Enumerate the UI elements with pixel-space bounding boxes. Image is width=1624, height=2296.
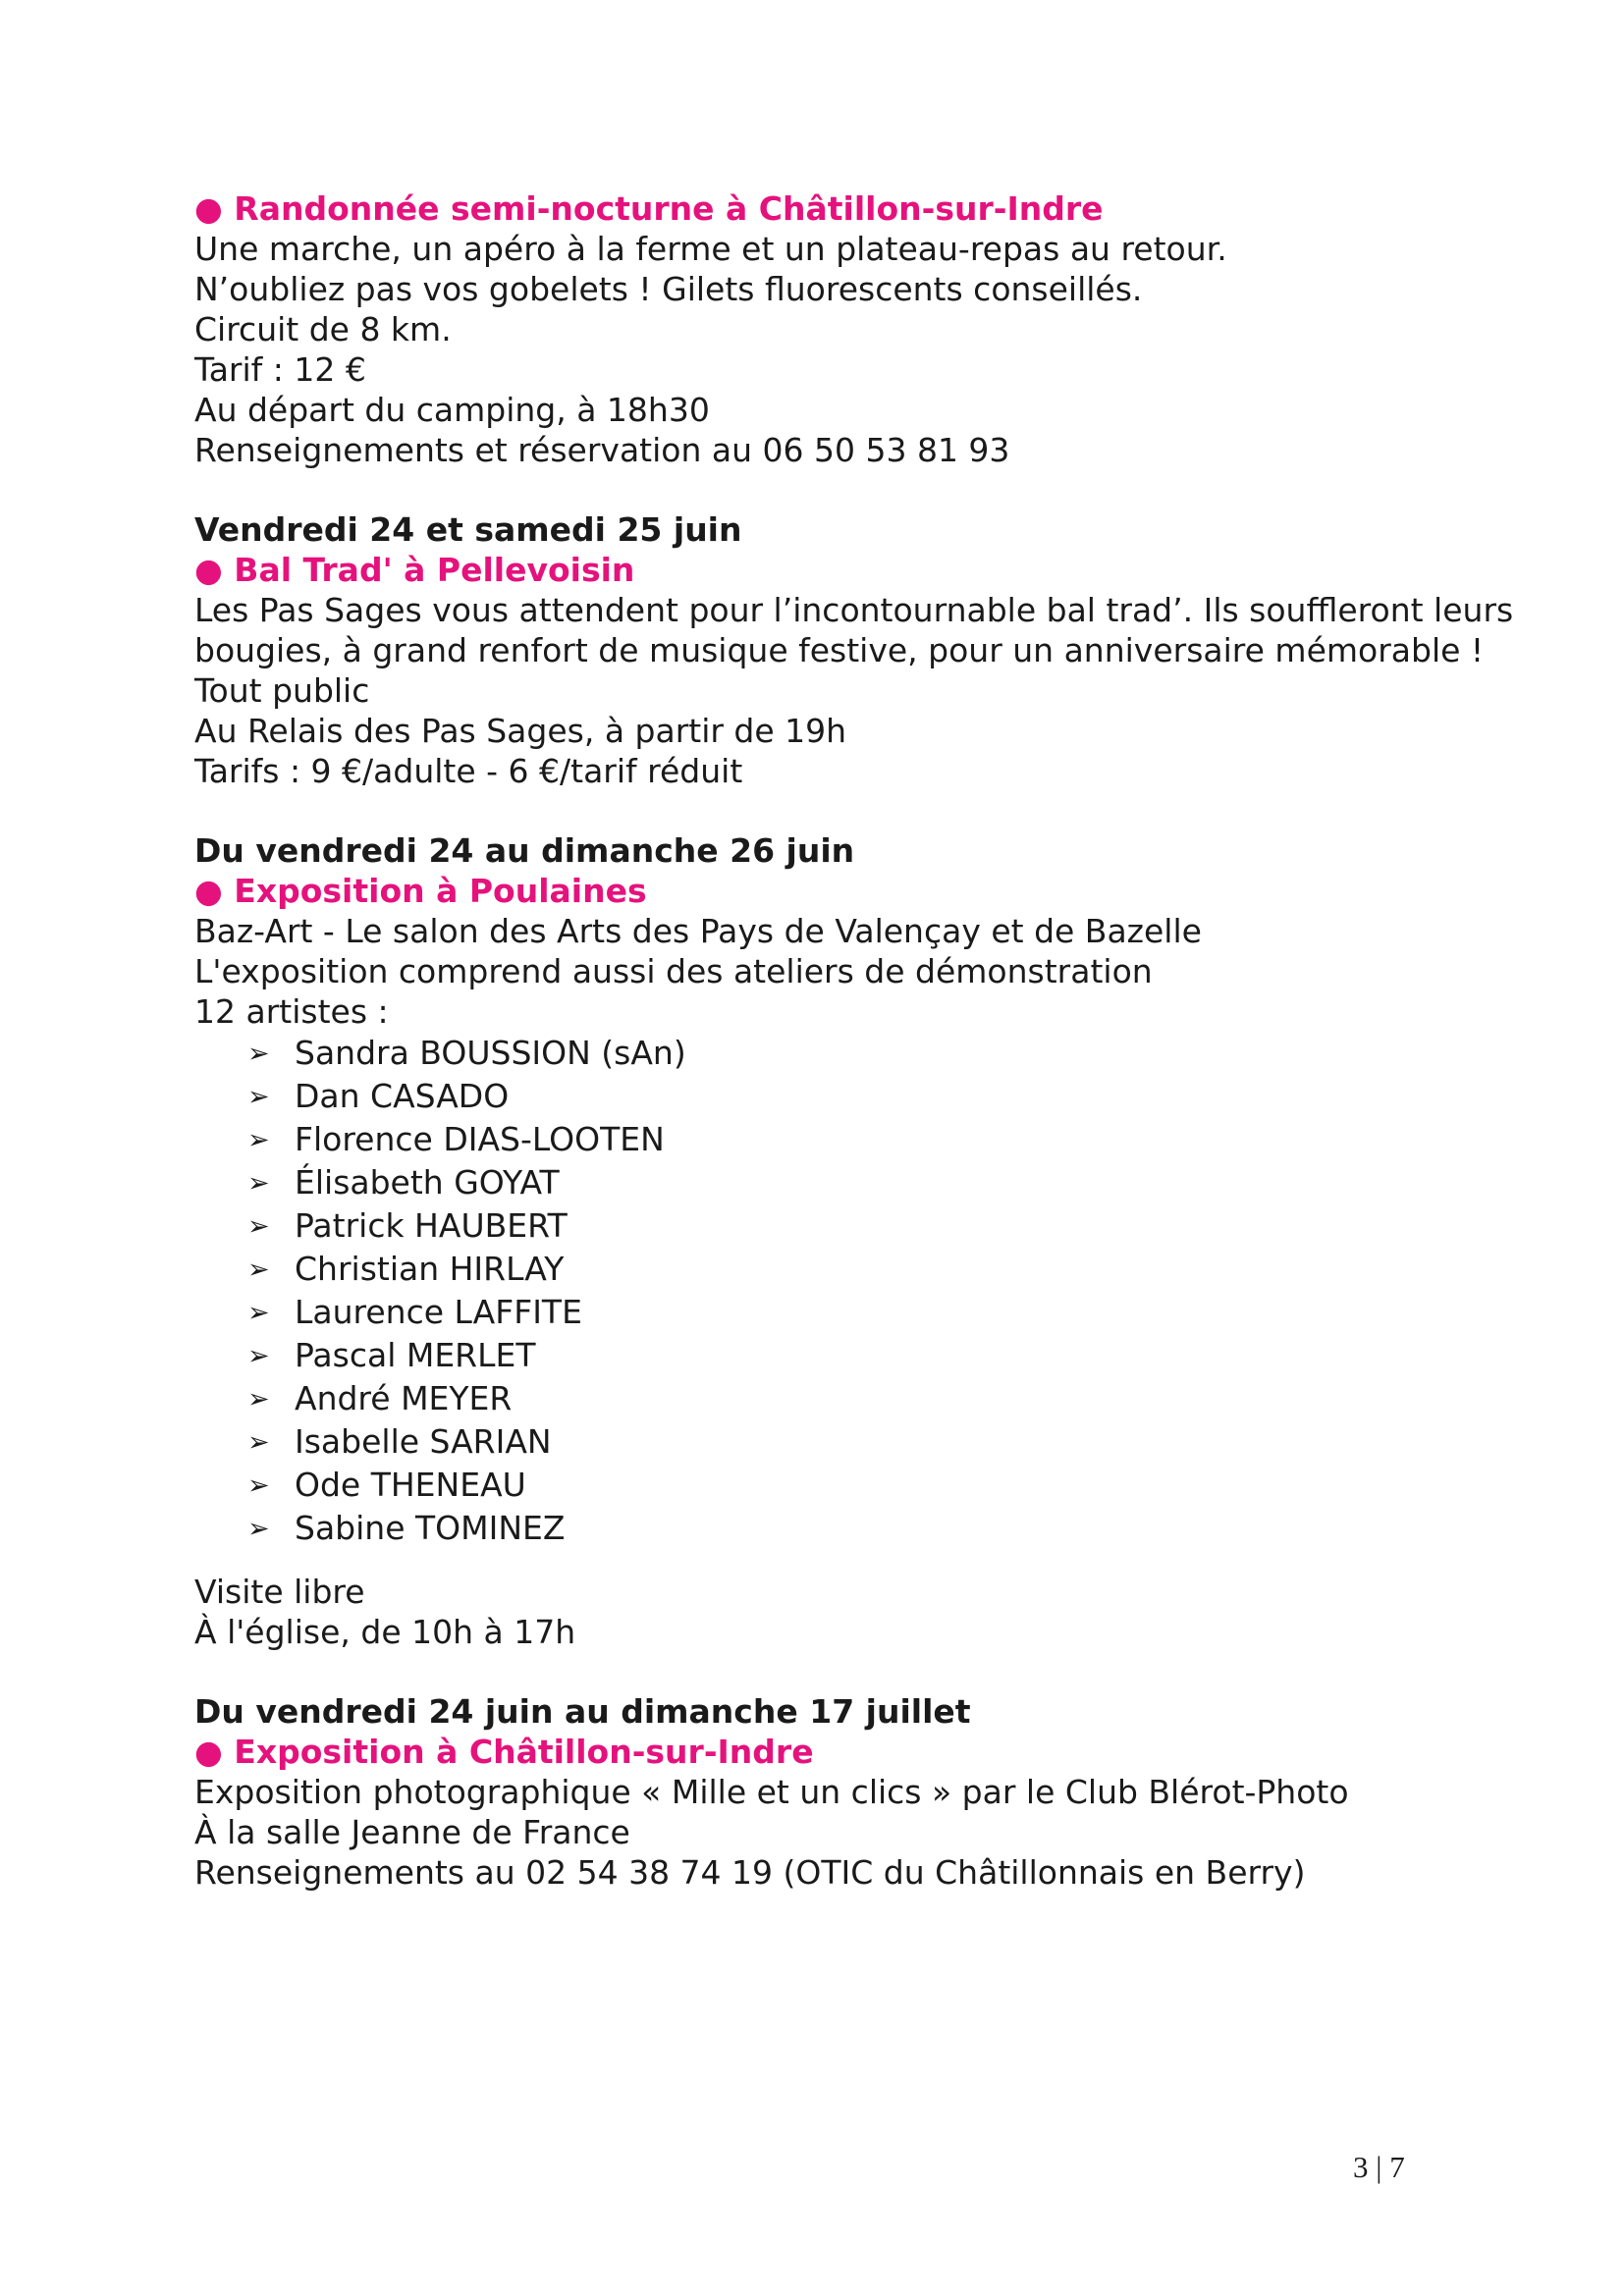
event-price: Tarifs : 9 €/adulte - 6 €/tarif réduit (194, 752, 743, 790)
list-item: ➢ Florence DIAS-LOOTEN (247, 1118, 1441, 1161)
bullet-dot-icon: ● (194, 872, 223, 910)
event-distance: Circuit de 8 km. (194, 310, 452, 348)
event-title: ● Exposition à Poulaines (194, 872, 647, 910)
arrow-bullet-icon: ➢ (247, 1168, 270, 1199)
spacer (194, 1652, 1441, 1691)
spacer (194, 1550, 1441, 1572)
document-body (194, 188, 1514, 1893)
event-description-line: N’oubliez pas vos gobelets ! Gilets fluorescents conseillés. (194, 270, 1143, 308)
list-item: ➢ Christian HIRLAY (247, 1248, 1441, 1291)
spacer (194, 470, 1441, 509)
arrow-bullet-icon: ➢ (247, 1427, 270, 1458)
event-title: ● Bal Trad' à Pellevoisin (194, 551, 635, 589)
event-date: Du vendredi 24 au dimanche 26 juin (194, 831, 855, 870)
event-description-line: bougies, à grand renfort de musique festive, pour un anniversaire mémorable ! (194, 631, 1485, 669)
event-description-line: Exposition photographique « Mille et un clics » par le Club Blérot-Photo (194, 1773, 1349, 1811)
event-exposition-chatillon (194, 1691, 1441, 1893)
event-contact: Renseignements au 02 54 38 74 19 (OTIC du Châtillonnais en Berry) (194, 1853, 1306, 1892)
event-bal-trad (194, 509, 1514, 791)
event-location-time: À l'église, de 10h à 17h (194, 1613, 576, 1651)
event-description-line: Baz-Art - Le salon des Arts des Pays de Valençay et de Bazelle (194, 912, 1202, 950)
list-item: ➢ Laurence LAFFITE (247, 1291, 1441, 1334)
event-title: ● Randonnée semi-nocturne à Châtillon-sur-Indre (194, 189, 1104, 228)
list-item: ➢ Dan CASADO (247, 1075, 1441, 1118)
arrow-bullet-icon: ➢ (247, 1211, 270, 1242)
event-title: ● Exposition à Châtillon-sur-Indre (194, 1733, 814, 1771)
bullet-dot-icon: ● (194, 551, 223, 589)
event-location-time: Au Relais des Pas Sages, à partir de 19h (194, 712, 847, 750)
arrow-bullet-icon: ➢ (247, 1341, 270, 1371)
event-description-line: Une marche, un apéro à la ferme et un plateau-repas au retour. (194, 230, 1227, 268)
event-randonnee (194, 188, 1441, 470)
event-access: Visite libre (194, 1573, 365, 1611)
event-description-line: Les Pas Sages vous attendent pour l’incontournable bal trad’. Ils souffleront leurs (194, 591, 1514, 629)
list-item: ➢ Élisabeth GOYAT (247, 1161, 1441, 1204)
event-description-line: L'exposition comprend aussi des ateliers de démonstration (194, 952, 1153, 990)
event-date: Vendredi 24 et samedi 25 juin (194, 510, 742, 549)
list-item: ➢ Sandra BOUSSION (sAn) (247, 1032, 1441, 1075)
arrow-bullet-icon: ➢ (247, 1039, 270, 1069)
artist-list (194, 1032, 1441, 1550)
event-price: Tarif : 12 € (194, 350, 366, 389)
arrow-bullet-icon: ➢ (247, 1082, 270, 1112)
arrow-bullet-icon: ➢ (247, 1514, 270, 1544)
event-location-time: Au départ du camping, à 18h30 (194, 391, 710, 429)
event-audience: Tout public (194, 671, 370, 710)
bullet-dot-icon: ● (194, 1733, 223, 1771)
event-location: À la salle Jeanne de France (194, 1813, 630, 1851)
list-item: ➢ Sabine TOMINEZ (247, 1507, 1441, 1550)
list-item: ➢ Pascal MERLET (247, 1334, 1441, 1377)
arrow-bullet-icon: ➢ (247, 1255, 270, 1285)
event-exposition-poulaines (194, 830, 1441, 1652)
list-item: ➢ Isabelle SARIAN (247, 1420, 1441, 1464)
artists-heading: 12 artistes : (194, 992, 389, 1031)
arrow-bullet-icon: ➢ (247, 1125, 270, 1155)
list-item: ➢ André MEYER (247, 1377, 1441, 1420)
arrow-bullet-icon: ➢ (247, 1298, 270, 1328)
arrow-bullet-icon: ➢ (247, 1384, 270, 1415)
event-contact: Renseignements et réservation au 06 50 53 81 93 (194, 431, 1010, 469)
event-date: Du vendredi 24 juin au dimanche 17 juillet (194, 1692, 971, 1731)
bullet-dot-icon: ● (194, 189, 223, 228)
page-number: 3 | 7 (1353, 2150, 1405, 2184)
arrow-bullet-icon: ➢ (247, 1470, 270, 1501)
list-item: ➢ Ode THENEAU (247, 1464, 1441, 1507)
spacer (194, 791, 1441, 830)
list-item: ➢ Patrick HAUBERT (247, 1204, 1441, 1248)
